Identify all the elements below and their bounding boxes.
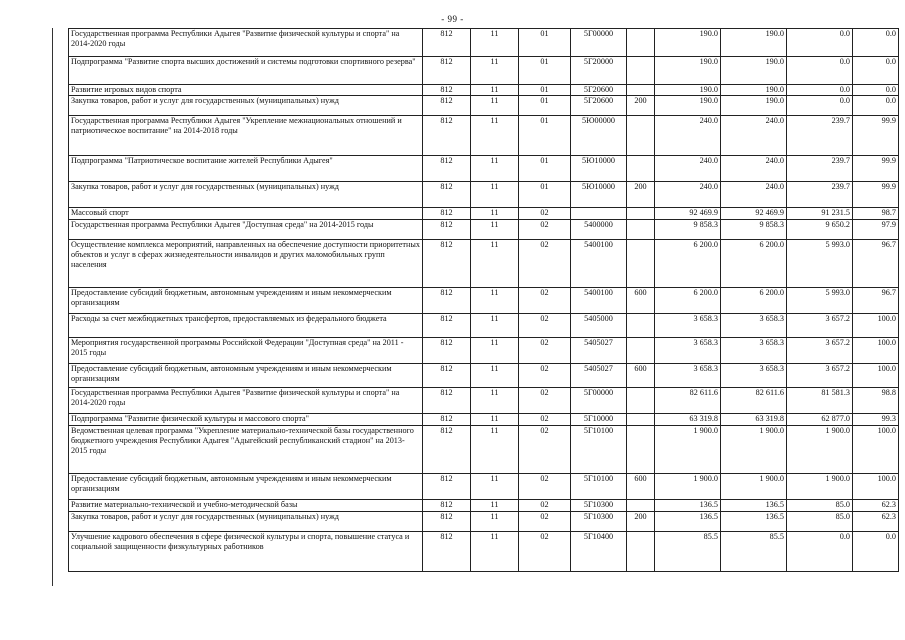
row-section: 11	[471, 85, 519, 96]
row-executed-amount: 3 657.2	[787, 338, 853, 364]
row-executed-amount: 239.7	[787, 182, 853, 208]
row-ved-code: 812	[423, 156, 471, 182]
row-execution-percent: 0.0	[853, 57, 899, 85]
row-target-article: 5Г00000	[571, 388, 627, 414]
row-approved-amount: 240.0	[721, 182, 787, 208]
row-target-article: 5Г20600	[571, 96, 627, 116]
row-ved-code: 812	[423, 96, 471, 116]
row-executed-amount: 85.0	[787, 512, 853, 532]
row-section: 11	[471, 414, 519, 426]
table-row	[69, 426, 899, 474]
row-name: Предоставление субсидий бюджетным, автономным учреждениям и иным некоммерческим организациям	[69, 364, 423, 388]
row-executed-amount: 85.0	[787, 500, 853, 512]
row-target-article: 5405027	[571, 364, 627, 388]
row-ved-code: 812	[423, 182, 471, 208]
row-name: Государственная программа Республики Адыгея "Развитие физической культуры и спорта" на 2014-2020 годы	[69, 29, 423, 57]
row-target-article: 5400000	[571, 220, 627, 240]
table-row	[69, 240, 899, 288]
row-section: 11	[471, 388, 519, 414]
row-execution-percent: 99.9	[853, 156, 899, 182]
row-section: 11	[471, 500, 519, 512]
row-plan-amount: 136.5	[655, 500, 721, 512]
table-row	[69, 182, 899, 208]
row-subsection: 02	[519, 388, 571, 414]
row-subsection: 02	[519, 314, 571, 338]
row-executed-amount: 0.0	[787, 85, 853, 96]
row-expense-type	[627, 220, 655, 240]
row-ved-code: 812	[423, 220, 471, 240]
row-subsection: 01	[519, 85, 571, 96]
row-target-article: 5400100	[571, 288, 627, 314]
row-approved-amount: 92 469.9	[721, 208, 787, 220]
row-plan-amount: 240.0	[655, 182, 721, 208]
row-target-article: 5Ю10000	[571, 182, 627, 208]
row-expense-type: 200	[627, 512, 655, 532]
row-expense-type: 200	[627, 96, 655, 116]
row-executed-amount: 239.7	[787, 116, 853, 156]
row-approved-amount: 1 900.0	[721, 426, 787, 474]
row-approved-amount: 190.0	[721, 96, 787, 116]
row-expense-type	[627, 85, 655, 96]
table-row	[69, 116, 899, 156]
row-subsection: 02	[519, 474, 571, 500]
row-section: 11	[471, 116, 519, 156]
row-plan-amount: 190.0	[655, 57, 721, 85]
row-execution-percent: 100.0	[853, 426, 899, 474]
row-executed-amount: 0.0	[787, 96, 853, 116]
row-subsection: 02	[519, 220, 571, 240]
budget-table	[68, 28, 899, 572]
row-plan-amount: 9 858.3	[655, 220, 721, 240]
row-execution-percent: 98.8	[853, 388, 899, 414]
row-executed-amount: 0.0	[787, 532, 853, 572]
row-section: 11	[471, 208, 519, 220]
row-executed-amount: 3 657.2	[787, 314, 853, 338]
row-name: Закупка товаров, работ и услуг для государственных (муниципальных) нужд	[69, 182, 423, 208]
row-name: Государственная программа Республики Адыгея "Укрепление межнациональных отношений и патриотическое воспитание" на 2014-2018 годы	[69, 116, 423, 156]
table-row	[69, 388, 899, 414]
row-target-article: 5Г10400	[571, 532, 627, 572]
row-name: Развитие материально-технической и учебно-методической базы	[69, 500, 423, 512]
page-margin-line	[52, 28, 53, 586]
table-row	[69, 314, 899, 338]
row-name: Развитие игровых видов спорта	[69, 85, 423, 96]
row-plan-amount: 240.0	[655, 156, 721, 182]
table-row	[69, 414, 899, 426]
row-ved-code: 812	[423, 314, 471, 338]
row-expense-type	[627, 388, 655, 414]
row-executed-amount: 0.0	[787, 57, 853, 85]
row-name: Расходы за счет межбюджетных трансфертов, предоставляемых из федерального бюджета	[69, 314, 423, 338]
row-execution-percent: 99.9	[853, 116, 899, 156]
row-execution-percent: 62.3	[853, 512, 899, 532]
row-subsection: 02	[519, 532, 571, 572]
row-plan-amount: 3 658.3	[655, 364, 721, 388]
row-subsection: 01	[519, 156, 571, 182]
row-subsection: 01	[519, 182, 571, 208]
row-target-article: 5400100	[571, 240, 627, 288]
row-ved-code: 812	[423, 338, 471, 364]
row-plan-amount: 82 611.6	[655, 388, 721, 414]
row-expense-type	[627, 116, 655, 156]
row-ved-code: 812	[423, 240, 471, 288]
row-plan-amount: 190.0	[655, 29, 721, 57]
row-section: 11	[471, 156, 519, 182]
row-approved-amount: 190.0	[721, 85, 787, 96]
row-section: 11	[471, 474, 519, 500]
row-expense-type: 600	[627, 474, 655, 500]
row-section: 11	[471, 220, 519, 240]
row-expense-type	[627, 414, 655, 426]
row-plan-amount: 92 469.9	[655, 208, 721, 220]
row-ved-code: 812	[423, 57, 471, 85]
row-subsection: 02	[519, 512, 571, 532]
row-approved-amount: 240.0	[721, 116, 787, 156]
row-executed-amount: 3 657.2	[787, 364, 853, 388]
row-executed-amount: 9 650.2	[787, 220, 853, 240]
row-name: Мероприятия государственной программы Российской Федерации "Доступная среда" на 2011 - 2015 годы	[69, 338, 423, 364]
row-name: Подпрограмма "Развитие физической культуры и массового спорта"	[69, 414, 423, 426]
table-row	[69, 29, 899, 57]
table-row	[69, 156, 899, 182]
row-ved-code: 812	[423, 426, 471, 474]
row-expense-type	[627, 208, 655, 220]
row-executed-amount: 0.0	[787, 29, 853, 57]
row-execution-percent: 96.7	[853, 288, 899, 314]
row-section: 11	[471, 364, 519, 388]
table-row	[69, 364, 899, 388]
row-ved-code: 812	[423, 116, 471, 156]
row-target-article: 5Г00000	[571, 29, 627, 57]
row-plan-amount: 1 900.0	[655, 426, 721, 474]
row-section: 11	[471, 29, 519, 57]
row-execution-percent: 96.7	[853, 240, 899, 288]
row-section: 11	[471, 288, 519, 314]
row-ved-code: 812	[423, 288, 471, 314]
row-execution-percent: 0.0	[853, 532, 899, 572]
row-name: Подпрограмма "Патриотическое воспитание жителей Республики Адыгея"	[69, 156, 423, 182]
table-row	[69, 512, 899, 532]
row-target-article: 5Г10300	[571, 500, 627, 512]
row-ved-code: 812	[423, 208, 471, 220]
row-approved-amount: 136.5	[721, 512, 787, 532]
row-executed-amount: 81 581.3	[787, 388, 853, 414]
row-execution-percent: 0.0	[853, 96, 899, 116]
row-ved-code: 812	[423, 500, 471, 512]
row-target-article: 5Г10000	[571, 414, 627, 426]
row-ved-code: 812	[423, 29, 471, 57]
row-target-article: 5Г20600	[571, 85, 627, 96]
row-approved-amount: 1 900.0	[721, 474, 787, 500]
row-execution-percent: 62.3	[853, 500, 899, 512]
row-execution-percent: 100.0	[853, 314, 899, 338]
row-section: 11	[471, 512, 519, 532]
row-approved-amount: 6 200.0	[721, 288, 787, 314]
row-expense-type	[627, 57, 655, 85]
row-name: Массовый спорт	[69, 208, 423, 220]
row-executed-amount: 62 877.0	[787, 414, 853, 426]
row-approved-amount: 240.0	[721, 156, 787, 182]
row-expense-type	[627, 426, 655, 474]
row-execution-percent: 100.0	[853, 364, 899, 388]
row-name: Государственная программа Республики Адыгея "Доступная среда" на 2014-2015 годы	[69, 220, 423, 240]
row-target-article: 5Ю10000	[571, 156, 627, 182]
row-section: 11	[471, 314, 519, 338]
row-section: 11	[471, 532, 519, 572]
row-subsection: 02	[519, 426, 571, 474]
row-plan-amount: 136.5	[655, 512, 721, 532]
row-plan-amount: 6 200.0	[655, 240, 721, 288]
row-name: Закупка товаров, работ и услуг для государственных (муниципальных) нужд	[69, 96, 423, 116]
row-target-article: 5Г10300	[571, 512, 627, 532]
row-name: Осуществление комплекса мероприятий, направленных на обеспечение доступности приоритетных объектов и услуг в сферах жизнедеятельности инвалидов и других маломобильных групп населения	[69, 240, 423, 288]
row-target-article: 5Г10100	[571, 426, 627, 474]
row-plan-amount: 6 200.0	[655, 288, 721, 314]
row-target-article: 5405000	[571, 314, 627, 338]
row-approved-amount: 63 319.8	[721, 414, 787, 426]
row-subsection: 02	[519, 338, 571, 364]
table-row	[69, 532, 899, 572]
table-row	[69, 57, 899, 85]
row-target-article: 5Ю00000	[571, 116, 627, 156]
row-expense-type	[627, 156, 655, 182]
row-section: 11	[471, 96, 519, 116]
row-expense-type	[627, 29, 655, 57]
row-execution-percent: 100.0	[853, 338, 899, 364]
row-executed-amount: 1 900.0	[787, 474, 853, 500]
row-plan-amount: 3 658.3	[655, 338, 721, 364]
row-executed-amount: 1 900.0	[787, 426, 853, 474]
page-number: - 99 -	[441, 14, 464, 24]
row-expense-type	[627, 240, 655, 288]
row-execution-percent: 0.0	[853, 29, 899, 57]
row-section: 11	[471, 426, 519, 474]
table-row	[69, 208, 899, 220]
row-target-article: 5Г10100	[571, 474, 627, 500]
row-expense-type	[627, 500, 655, 512]
row-name: Подпрограмма "Развитие спорта высших достижений и системы подготовки спортивного резерва"	[69, 57, 423, 85]
row-section: 11	[471, 182, 519, 208]
row-plan-amount: 240.0	[655, 116, 721, 156]
table-row	[69, 288, 899, 314]
row-approved-amount: 190.0	[721, 29, 787, 57]
row-name: Закупка товаров, работ и услуг для государственных (муниципальных) нужд	[69, 512, 423, 532]
row-ved-code: 812	[423, 532, 471, 572]
row-plan-amount: 190.0	[655, 85, 721, 96]
row-ved-code: 812	[423, 414, 471, 426]
table-row	[69, 474, 899, 500]
row-subsection: 01	[519, 96, 571, 116]
table-row	[69, 500, 899, 512]
row-expense-type	[627, 314, 655, 338]
row-expense-type: 600	[627, 288, 655, 314]
row-expense-type	[627, 532, 655, 572]
table-row	[69, 85, 899, 96]
row-subsection: 01	[519, 29, 571, 57]
row-subsection: 01	[519, 57, 571, 85]
row-ved-code: 812	[423, 85, 471, 96]
row-plan-amount: 3 658.3	[655, 314, 721, 338]
row-subsection: 02	[519, 240, 571, 288]
row-target-article: 5Г20000	[571, 57, 627, 85]
row-ved-code: 812	[423, 364, 471, 388]
row-execution-percent: 99.9	[853, 182, 899, 208]
row-plan-amount: 1 900.0	[655, 474, 721, 500]
row-plan-amount: 190.0	[655, 96, 721, 116]
table-row	[69, 220, 899, 240]
row-executed-amount: 91 231.5	[787, 208, 853, 220]
row-expense-type	[627, 338, 655, 364]
row-expense-type: 200	[627, 182, 655, 208]
row-name: Предоставление субсидий бюджетным, автономным учреждениям и иным некоммерческим организациям	[69, 288, 423, 314]
row-ved-code: 812	[423, 512, 471, 532]
row-section: 11	[471, 338, 519, 364]
row-name: Предоставление субсидий бюджетным, автономным учреждениям и иным некоммерческим организациям	[69, 474, 423, 500]
row-approved-amount: 3 658.3	[721, 338, 787, 364]
row-subsection: 02	[519, 208, 571, 220]
row-subsection: 02	[519, 500, 571, 512]
row-executed-amount: 239.7	[787, 156, 853, 182]
row-execution-percent: 98.7	[853, 208, 899, 220]
row-section: 11	[471, 240, 519, 288]
row-ved-code: 812	[423, 388, 471, 414]
row-approved-amount: 3 658.3	[721, 364, 787, 388]
row-execution-percent: 0.0	[853, 85, 899, 96]
row-plan-amount: 85.5	[655, 532, 721, 572]
table-row	[69, 338, 899, 364]
row-approved-amount: 9 858.3	[721, 220, 787, 240]
row-ved-code: 812	[423, 474, 471, 500]
row-name: Улучшение кадрового обеспечения в сфере физической культуры и спорта, повышение статуса и социальной защищенности физкультурных работников	[69, 532, 423, 572]
row-subsection: 02	[519, 288, 571, 314]
row-target-article: 5405027	[571, 338, 627, 364]
row-name: Государственная программа Республики Адыгея "Развитие физической культуры и спорта" на 2014-2020 годы	[69, 388, 423, 414]
row-execution-percent: 97.9	[853, 220, 899, 240]
row-plan-amount: 63 319.8	[655, 414, 721, 426]
row-approved-amount: 82 611.6	[721, 388, 787, 414]
row-approved-amount: 6 200.0	[721, 240, 787, 288]
table-row	[69, 96, 899, 116]
row-subsection: 02	[519, 364, 571, 388]
row-executed-amount: 5 993.0	[787, 288, 853, 314]
row-execution-percent: 100.0	[853, 474, 899, 500]
row-executed-amount: 5 993.0	[787, 240, 853, 288]
row-subsection: 02	[519, 414, 571, 426]
row-approved-amount: 136.5	[721, 500, 787, 512]
row-approved-amount: 3 658.3	[721, 314, 787, 338]
row-target-article	[571, 208, 627, 220]
row-execution-percent: 99.3	[853, 414, 899, 426]
row-section: 11	[471, 57, 519, 85]
row-expense-type: 600	[627, 364, 655, 388]
row-subsection: 01	[519, 116, 571, 156]
row-approved-amount: 85.5	[721, 532, 787, 572]
row-approved-amount: 190.0	[721, 57, 787, 85]
row-name: Ведомственная целевая программа "Укрепление материально-технической базы государственного бюджетного учреждения Республики Адыгея "Адыгейский республиканский стадион" на 2013-2015 годы	[69, 426, 423, 474]
